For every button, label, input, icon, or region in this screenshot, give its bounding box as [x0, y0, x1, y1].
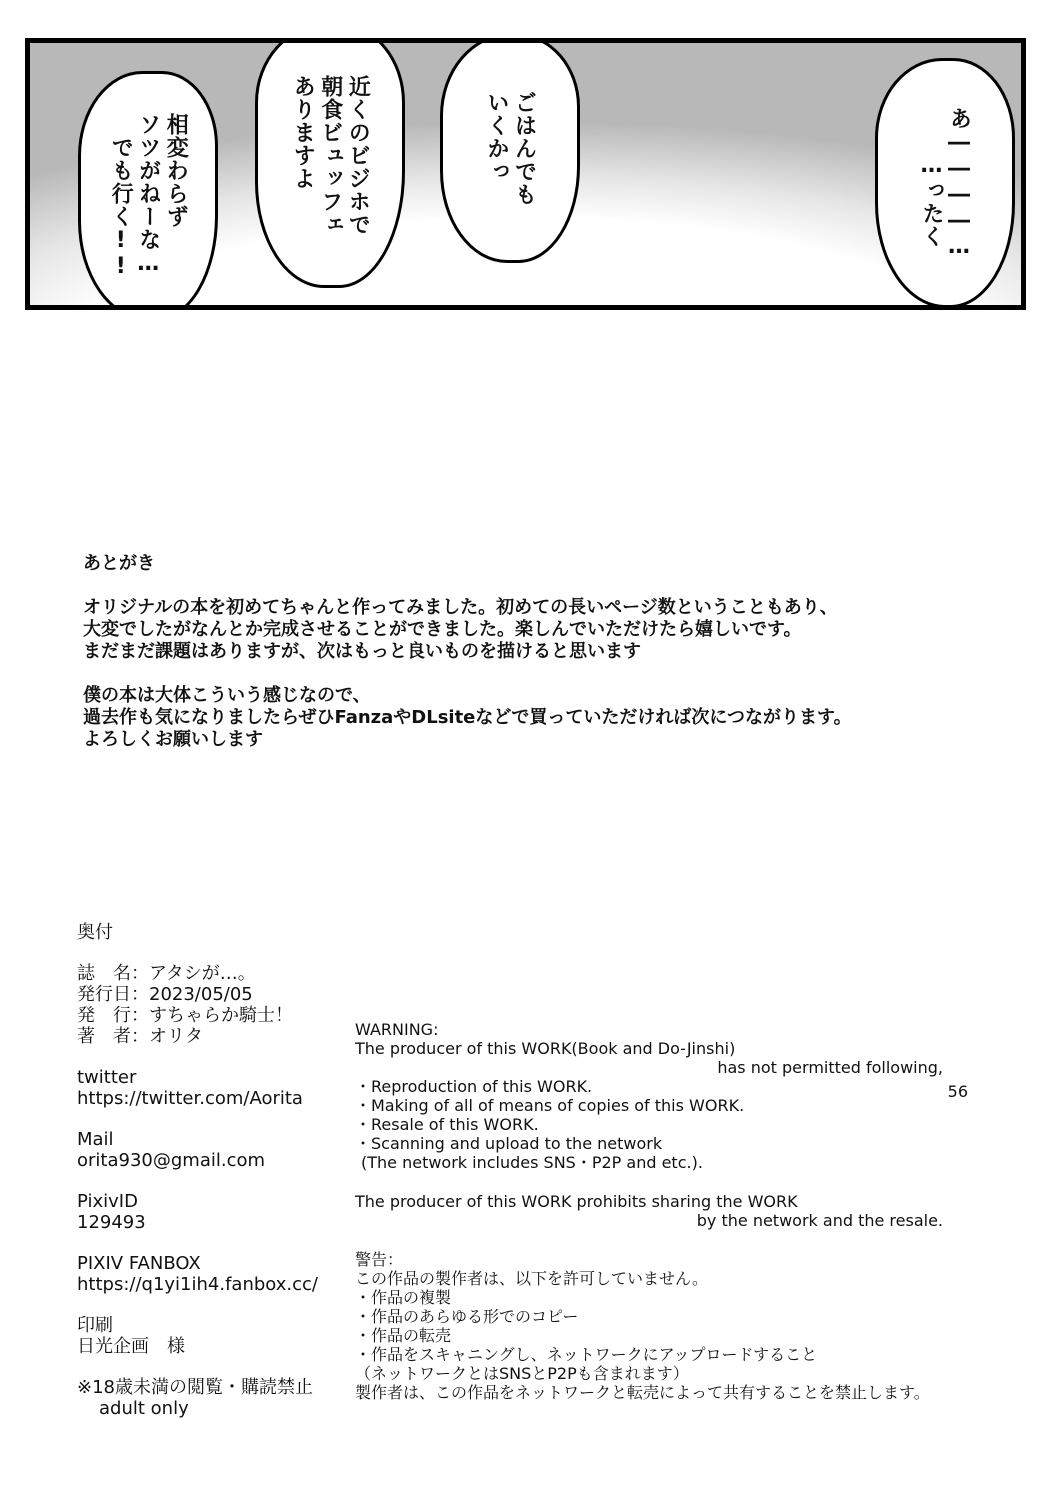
- fanbox-label: PIXIV FANBOX: [77, 1253, 201, 1274]
- afterword-line: 大変でしたがなんとか完成させることができました。楽しんでいただけたら嬉しいです。: [83, 619, 802, 640]
- afterword-line: まだまだ課題はありますが、次はもっと良いものを描けると思います: [83, 641, 641, 662]
- warning-text: by the network and the resale.: [696, 1211, 943, 1230]
- colophon-section: [77, 922, 357, 1419]
- pixiv-id: 129493: [77, 1212, 146, 1233]
- colophon-info: 誌 名：アタシが…。: [77, 963, 256, 984]
- afterword-section: [83, 553, 983, 751]
- bubble-text: ごはんでも いくかっ: [484, 90, 537, 206]
- warning-jp-heading: 警告：: [355, 1250, 404, 1269]
- colophon-info: 著 者：オリタ: [77, 1026, 203, 1047]
- afterword-line: 僕の本は大体こういう感じなので、: [83, 685, 371, 706]
- printer-name: 日光企画 様: [77, 1336, 185, 1357]
- warning-section: [355, 1020, 955, 1402]
- warning-item: ・Making of all of means of copies of this WORK.: [355, 1096, 745, 1115]
- bubble-text: あ――――… …ったく: [919, 106, 972, 260]
- afterword-line: オリジナルの本を初めてちゃんと作ってみました。初めての長いページ数ということもあり、: [83, 597, 838, 618]
- speech-bubble: [875, 58, 1015, 308]
- page-number: 56: [947, 1082, 968, 1101]
- colophon-title: 奥付: [77, 922, 113, 943]
- colophon-info: 発 行：すちゃらか騎士！: [77, 1005, 293, 1026]
- afterword-title: あとがき: [83, 553, 155, 574]
- mail-label: Mail: [77, 1129, 114, 1150]
- fanbox-url: https://q1yi1ih4.fanbox.cc/: [77, 1274, 318, 1295]
- warning-jp-line: ・作品の複製: [355, 1288, 452, 1307]
- speech-bubble: [78, 71, 218, 310]
- print-label: 印刷: [77, 1315, 113, 1336]
- warning-item: ・Resale of this WORK.: [355, 1115, 539, 1134]
- warning-note: (The network includes SNS・P2P and etc.).: [361, 1153, 703, 1172]
- bubble-text: 相変わらず ソツがねーな… でも行く!!: [108, 112, 189, 280]
- warning-text: The producer of this WORK(Book and Do-Jinshi): [355, 1039, 736, 1058]
- warning-text: has not permitted following,: [717, 1058, 943, 1077]
- warning-item: ・Reproduction of this WORK.: [355, 1077, 593, 1096]
- warning-jp-line: 製作者は、この作品をネットワークと転売によって共有することを禁止します。: [355, 1383, 930, 1402]
- warning-jp-line: ・作品のあらゆる形でのコピー: [355, 1307, 579, 1326]
- twitter-label: twitter: [77, 1067, 137, 1088]
- twitter-url: https://twitter.com/Aorita: [77, 1088, 303, 1109]
- mail-address: orita930@gmail.com: [77, 1150, 266, 1171]
- afterword-line: 過去作も気になりましたらぜひFanzaやDLsiteなどで買っていただければ次につながります。: [83, 707, 852, 728]
- speech-bubble: [440, 38, 580, 263]
- warning-heading: WARNING:: [355, 1020, 439, 1039]
- adult-only: adult only: [99, 1398, 189, 1419]
- bubble-text: 近くのビジホで 朝食ビュッフェ ありますよ: [290, 75, 371, 236]
- warning-item: ・Scanning and upload to the network: [355, 1134, 663, 1153]
- pixiv-label: PixivID: [77, 1191, 138, 1212]
- warning-jp-line: ・作品の転売: [355, 1326, 452, 1345]
- age-notice: ※18歳未満の閲覧・購読禁止: [77, 1377, 313, 1398]
- speech-bubble: [255, 38, 405, 288]
- warning-text: The producer of this WORK prohibits sharing the WORK: [355, 1192, 798, 1211]
- colophon-info: 発行日：2023/05/05: [77, 984, 253, 1005]
- afterword-line: よろしくお願いします: [83, 729, 263, 750]
- manga-panel: [25, 38, 1026, 310]
- warning-jp-line: ・作品をスキャニングし、ネットワークにアップロードすること: [355, 1345, 818, 1364]
- warning-jp-line: （ネットワークとはSNSとP2Pも含まれます）: [355, 1364, 689, 1383]
- warning-jp-line: この作品の製作者は、以下を許可していません。: [355, 1269, 708, 1288]
